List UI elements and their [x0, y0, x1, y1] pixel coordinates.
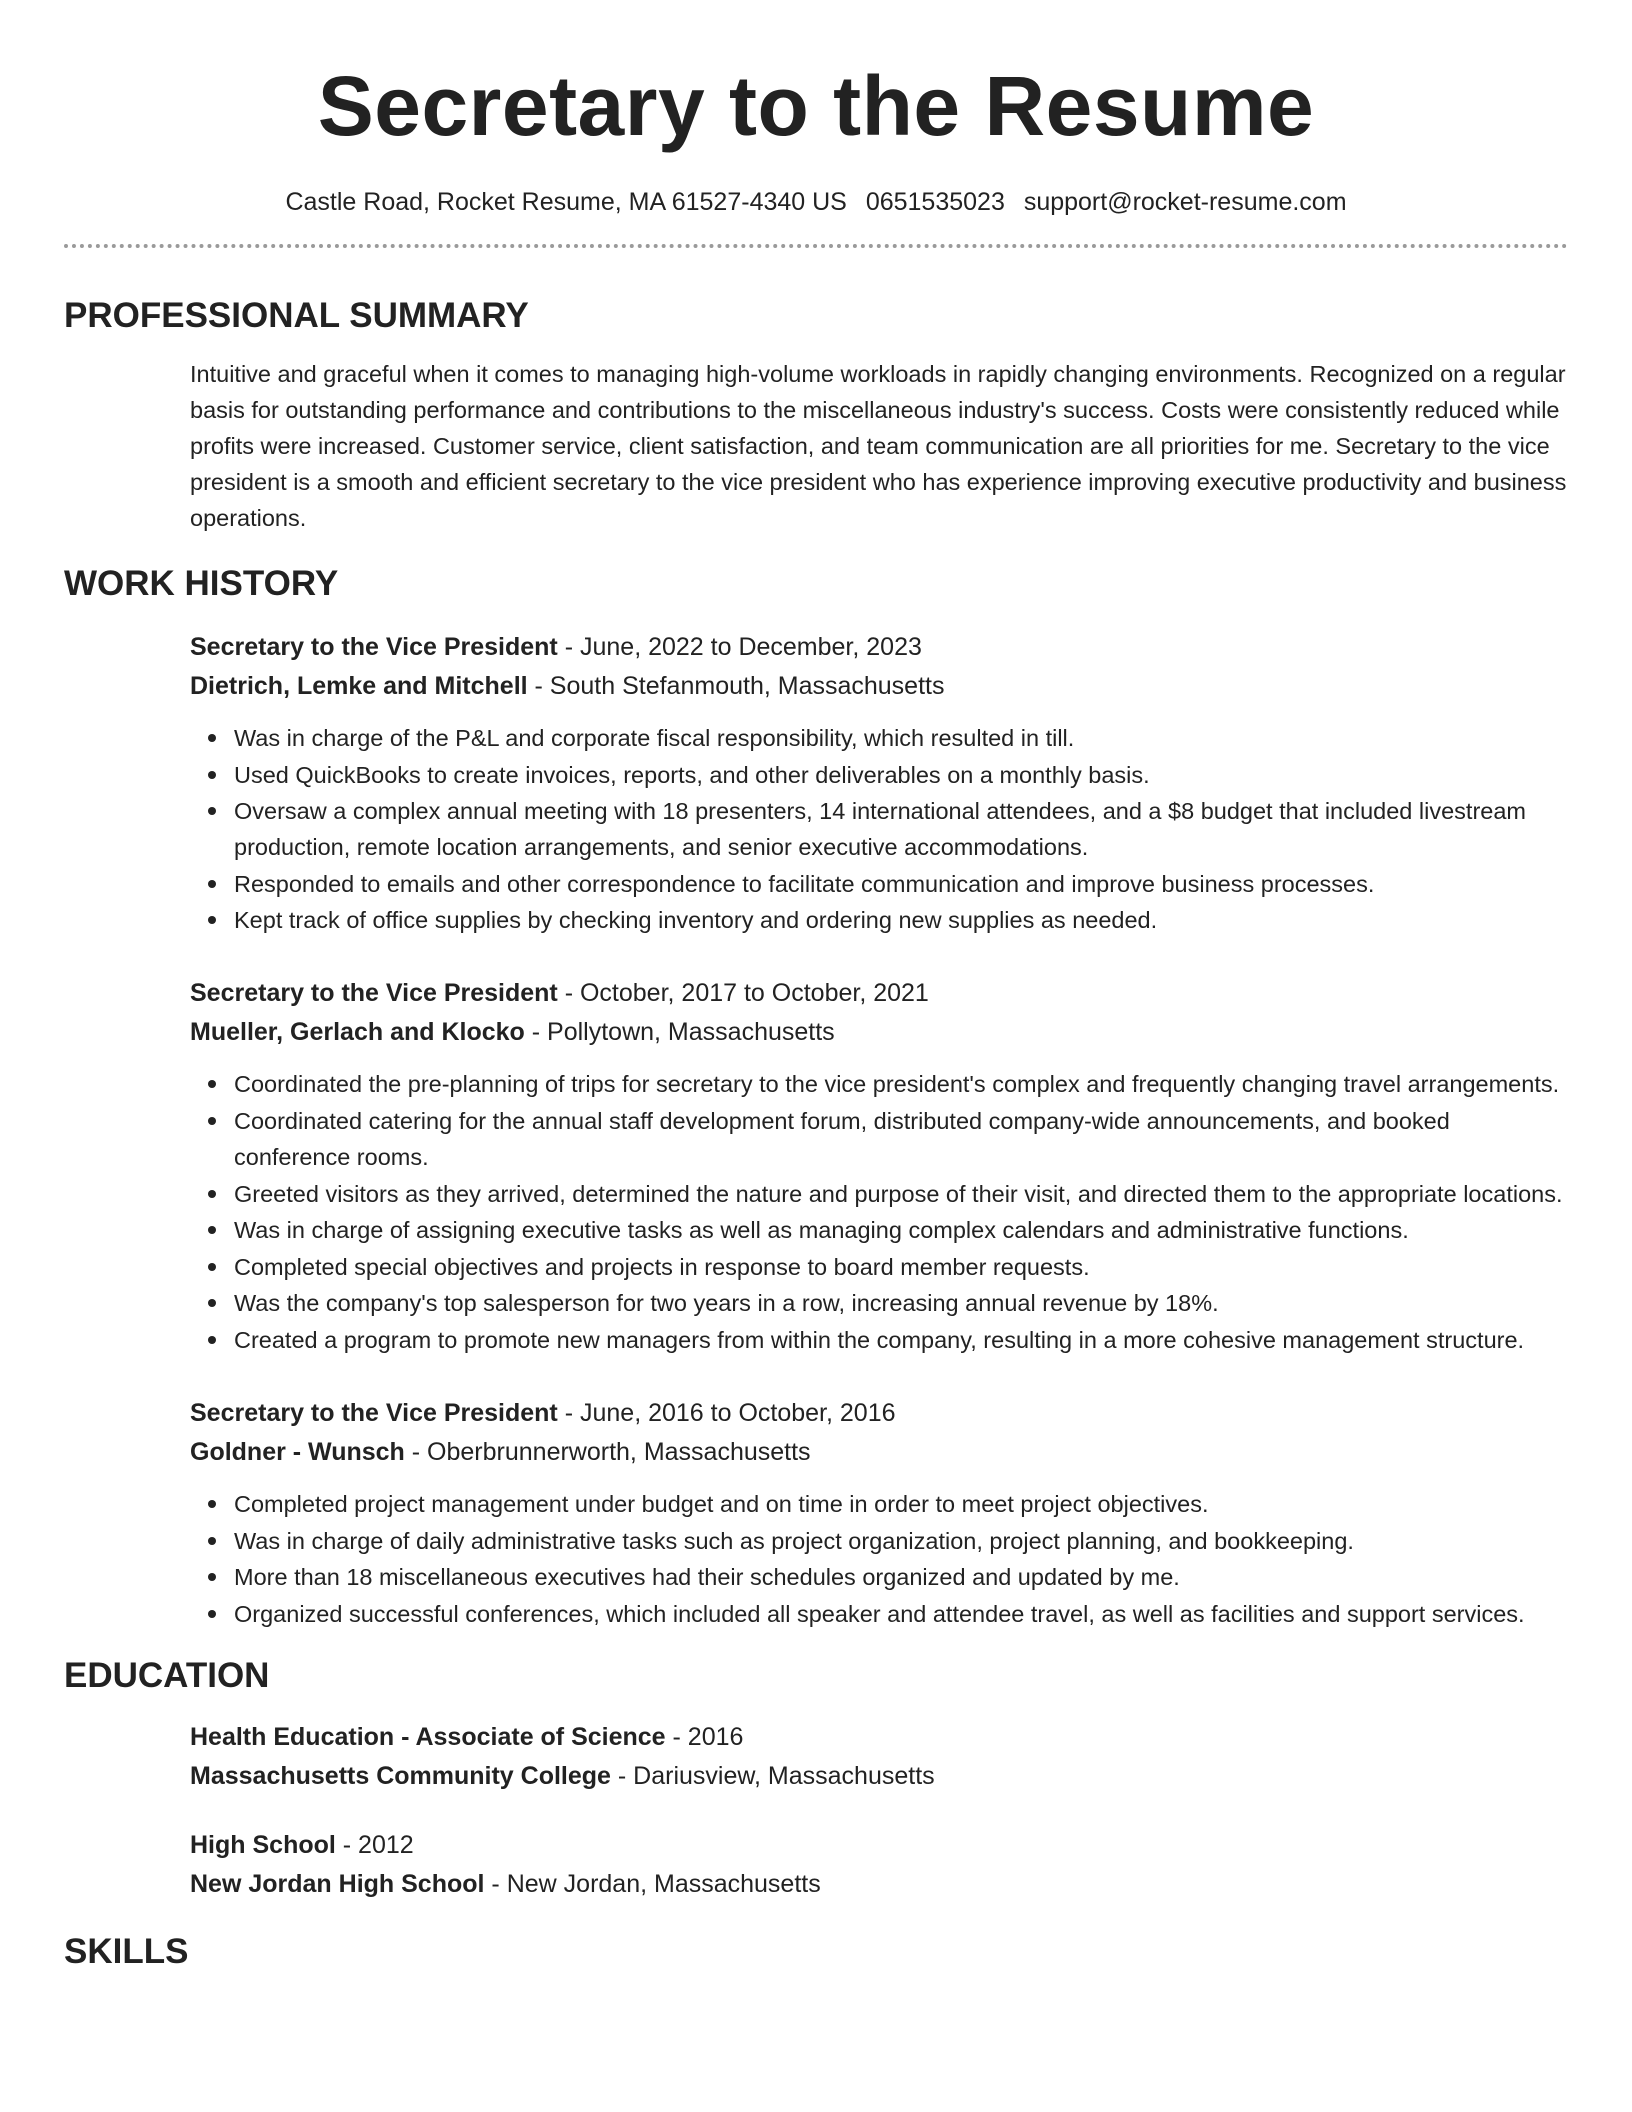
list-item: Completed special objectives and projects in response to board member requests. [234, 1249, 1568, 1285]
job-bullets [190, 720, 1568, 938]
list-item: Created a program to promote new managers from within the company, resulting in a more cohesive management structure. [234, 1322, 1568, 1358]
education-degree-line [190, 1718, 1568, 1757]
education-school: Massachusetts Community College [190, 1761, 611, 1790]
education-degree: Health Education - Associate of Science [190, 1722, 666, 1751]
resume-name: Secretary to the Resume [317, 59, 1315, 153]
skills-section-title: SKILLS [64, 1931, 189, 1971]
job-company-line [190, 1433, 1568, 1472]
job-entry [190, 628, 1568, 938]
job-company: Goldner - Wunsch [190, 1437, 405, 1466]
education-school-line [190, 1865, 1568, 1904]
list-item: Was the company's top salesperson for two years in a row, increasing annual revenue by 18%. [234, 1285, 1568, 1321]
job-dates: - October, 2017 to October, 2021 [557, 979, 929, 1008]
summary-section [190, 356, 1568, 536]
job-location: - Pollytown, Massachusetts [524, 1018, 835, 1047]
contact-phone: 0651535023 [865, 188, 1005, 216]
list-item: Organized successful conferences, which included all speaker and attendee travel, as well as facilities and support services. [234, 1596, 1568, 1632]
contact-email: support@rocket-resume.com [1023, 188, 1347, 216]
job-role-line [190, 1394, 1568, 1433]
job-role: Secretary to the Vice President [190, 979, 558, 1008]
list-item: Completed project management under budget and on time in order to meet project objectives. [234, 1486, 1568, 1522]
work-section-title: WORK HISTORY [64, 564, 339, 603]
education-section [190, 1718, 1568, 1904]
job-bullets [190, 1486, 1568, 1632]
list-item: Was in charge of assigning executive tasks as well as managing complex calendars and administrative functions. [234, 1212, 1568, 1248]
list-item: Was in charge of daily administrative tasks such as project organization, project planning, and bookkeeping. [234, 1523, 1568, 1559]
resume-page [64, 0, 1568, 2112]
job-company-line [190, 1013, 1568, 1052]
job-company: Mueller, Gerlach and Klocko [190, 1018, 525, 1047]
list-item: Coordinated catering for the annual staff development forum, distributed company-wide announcements, and booked conference rooms. [234, 1103, 1568, 1175]
contact-line [64, 186, 1568, 218]
contact-address: Castle Road, Rocket Resume, MA 61527-4340 US [285, 188, 847, 216]
education-degree-line [190, 1826, 1568, 1865]
job-role-line [190, 628, 1568, 667]
list-item: Coordinated the pre-planning of trips for secretary to the vice president's complex and frequently changing travel arrangements. [234, 1066, 1568, 1102]
job-dates: - June, 2016 to October, 2016 [557, 1398, 896, 1427]
job-role: Secretary to the Vice President [190, 633, 558, 661]
work-section [190, 628, 1568, 1632]
list-item: Kept track of office supplies by checking inventory and ordering new supplies as needed. [234, 902, 1568, 938]
job-entry [190, 1394, 1568, 1632]
job-company-line [190, 667, 1568, 706]
education-location: - New Jordan, Massachusetts [484, 1869, 821, 1898]
education-year: - 2012 [335, 1830, 414, 1859]
list-item: More than 18 miscellaneous executives had their schedules organized and updated by me. [234, 1559, 1568, 1595]
list-item: Was in charge of the P&L and corporate fiscal responsibility, which resulted in till. [234, 720, 1568, 756]
education-location: - Dariusview, Massachusetts [610, 1761, 935, 1790]
job-dates: - June, 2022 to December, 2023 [557, 633, 922, 661]
job-location: - Oberbrunnerworth, Massachusetts [404, 1437, 811, 1466]
summary-section-title: PROFESSIONAL SUMMARY [64, 296, 529, 335]
education-school-line [190, 1757, 1568, 1796]
list-item: Responded to emails and other correspondence to facilitate communication and improve business processes. [234, 866, 1568, 902]
job-entry [190, 974, 1568, 1358]
list-item: Used QuickBooks to create invoices, reports, and other deliverables on a monthly basis. [234, 757, 1568, 793]
job-company: Dietrich, Lemke and Mitchell [190, 672, 528, 700]
job-bullets [190, 1066, 1568, 1358]
job-role-line [190, 974, 1568, 1013]
education-entry [190, 1718, 1568, 1796]
education-school: New Jordan High School [190, 1869, 485, 1898]
education-entry [190, 1826, 1568, 1904]
job-location: - South Stefanmouth, Massachusetts [527, 672, 945, 700]
list-item: Greeted visitors as they arrived, determined the nature and purpose of their visit, and directed them to the appropriate locations. [234, 1176, 1568, 1212]
education-year: - 2016 [665, 1722, 744, 1751]
job-role: Secretary to the Vice President [190, 1398, 558, 1427]
list-item: Oversaw a complex annual meeting with 18 presenters, 14 international attendees, and a $8 budget that included livestream production, remote location arrangements, and senior executive accommodations. [234, 793, 1568, 865]
summary-text: Intuitive and graceful when it comes to managing high-volume workloads in rapidly changing environments. Recognized on a regular basis for outstanding performance and contributions to the miscellaneous industry's success. Costs were consistently reduced while profits were increased. Customer service, client satisfaction, and team communication are all priorities for me. Secretary to the vice president is a smooth and efficient secretary to the vice president who has experience improving executive productivity and business operations. [190, 361, 1567, 531]
education-section-title: EDUCATION [64, 1655, 270, 1695]
education-degree: High School [190, 1830, 336, 1859]
header-divider [64, 244, 1568, 248]
